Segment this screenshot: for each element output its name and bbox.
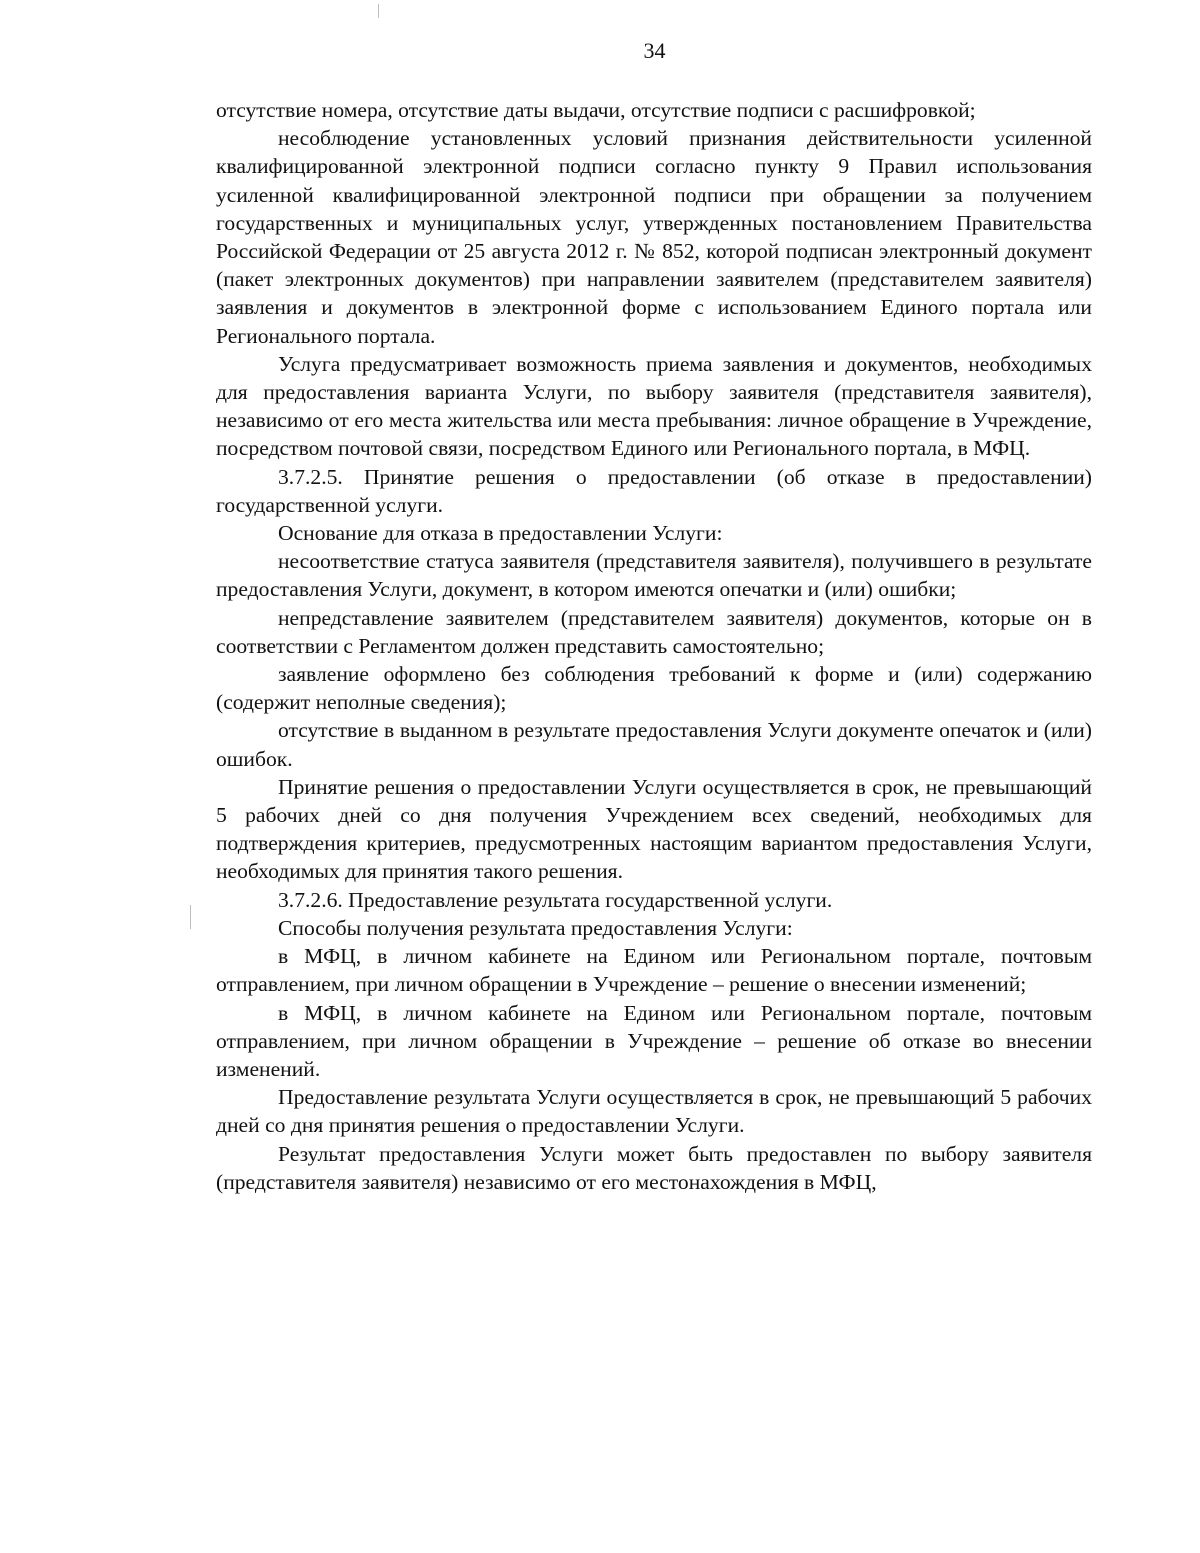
paragraph-15: Предоставление результата Услуги осуществляется в срок, не превышающий 5 рабочих дней со дня принятия решения о предоставлении Услуги. [216, 1085, 1092, 1138]
paragraph-5: Основание для отказа в предоставлении Услуги: [278, 521, 723, 546]
document-body [216, 96, 1092, 1196]
paragraph-3: Услуга предусматривает возможность приема заявления и документов, необходимых для предоставления варианта Услуги, по выбору заявителя (представителя заявителя), независимо от его места жительства или места пребывания: личное обращение в Учреждение, посредством почтовой связи, посредством Единого или Регионального портала, в МФЦ. [216, 351, 1092, 461]
paragraph-11: 3.7.2.6. Предоставление результата государственной услуги. [278, 887, 833, 912]
scan-artifact-left [190, 905, 191, 929]
paragraph-12: Способы получения результата предоставления Услуги: [278, 915, 793, 940]
paragraph-7: непредставление заявителем (представителем заявителя) документов, которые он в соответствии с Регламентом должен представить самостоятельно; [216, 605, 1092, 658]
paragraph-4: 3.7.2.5. Принятие решения о предоставлении (об отказе в предоставлении) государственной услуги. [216, 464, 1092, 517]
scan-artifact-top [378, 4, 379, 18]
paragraph-6: несоответствие статуса заявителя (представителя заявителя), получившего в результате предоставления Услуги, документ, в котором имеются опечатки и (или) ошибки; [216, 549, 1092, 602]
paragraph-2: несоблюдение установленных условий признания действительности усиленной квалифицированной электронной подписи согласно пункту 9 Правил использования усиленной квалифицированной электронной подписи при обращении за получением государственных и муниципальных услуг, утвержденных постановлением Правительства Российской Федерации от 25 августа 2012 г. № 852, которой подписан электронный документ (пакет электронных документов) при направлении заявителем (представителем заявителя) заявления и документов в электронной форме с использованием Единого портала или Регионального портала. [216, 126, 1092, 348]
paragraph-10: Принятие решения о предоставлении Услуги осуществляется в срок, не превышающий 5 рабочих дней со дня получения Учреждением всех сведений, необходимых для подтверждения критериев, предусмотренных настоящим вариантом предоставления Услуги, необходимых для принятия такого решения. [216, 774, 1092, 884]
paragraph-9: отсутствие в выданном в результате предоставления Услуги документе опечаток и (или) ошибок. [216, 718, 1092, 771]
page-number: 34 [643, 38, 666, 63]
paragraph-13: в МФЦ, в личном кабинете на Едином или Региональном портале, почтовым отправлением, при личном обращении в Учреждение – решение о внесении изменений; [216, 944, 1092, 997]
paragraph-8: заявление оформлено без соблюдения требований к форме и (или) содержанию (содержит неполные сведения); [216, 662, 1092, 715]
paragraph-14: в МФЦ, в личном кабинете на Едином или Региональном портале, почтовым отправлением, при личном обращении в Учреждение – решение об отказе во внесении изменений. [216, 1000, 1092, 1081]
paragraph-16: Результат предоставления Услуги может быть предоставлен по выбору заявителя (представителя заявителя) независимо от его местонахождения в МФЦ, [216, 1141, 1092, 1194]
paragraph-1: отсутствие номера, отсутствие даты выдачи, отсутствие подписи с расшифровкой; [216, 98, 976, 122]
